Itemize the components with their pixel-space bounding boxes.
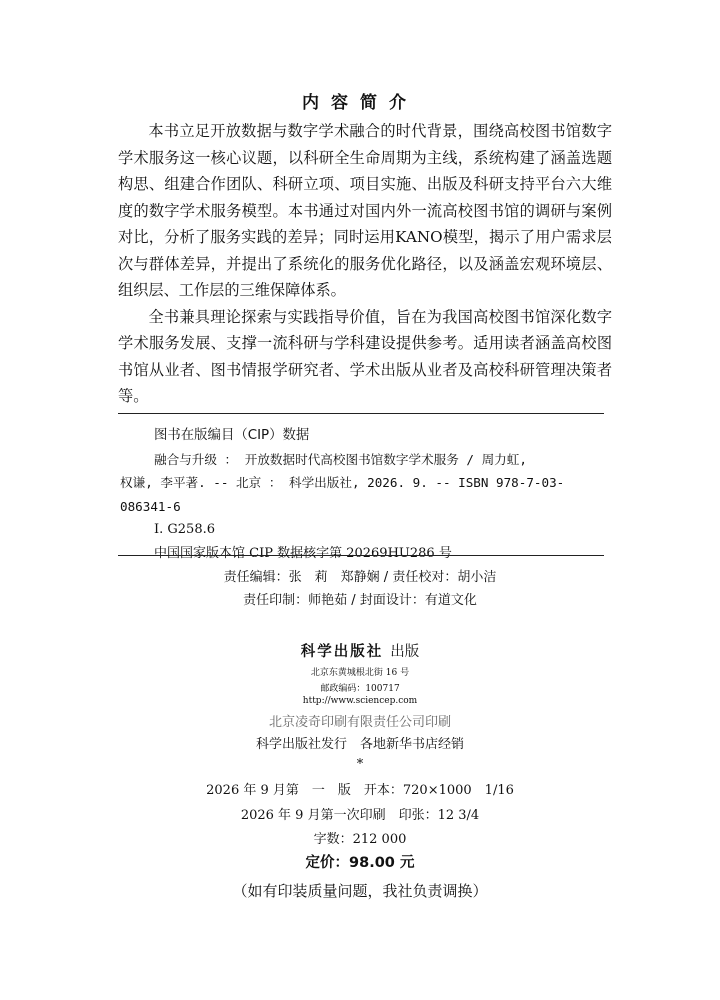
separator-star: *	[356, 757, 364, 772]
summary-title: 内容简介	[302, 93, 418, 113]
cip-entry-line-1: 融合与升级 ： 开放数据时代高校图书馆数字学术服务 / 周力虹,	[154, 451, 527, 467]
printer: 北京凌奇印刷有限责任公司印刷	[268, 715, 451, 730]
summary-paragraph-1: 本书立足开放数据与数字学术融合的时代背景，围绕高校图书馆数字学术服务这一核心议题，以科研全生命周期为主线，系统构建了涵盖选题构思、组建合作团队、科研立项、项目实施、出版及科研支持平台六大维度的数字学术服务模型。本书通过对国内外一流高校图书馆的调研与案例对比，分析了服务实践的差异；同时运用KANO模型，揭示了用户需求层次与群体差异，并提出了系统化的服务优化路径，以及涵盖宏观环境层、组织层、工作层的三维保障体系。	[118, 122, 612, 299]
cip-block	[120, 424, 604, 565]
publisher-suffix: 出版	[390, 644, 420, 660]
publisher-name: 科学出版社	[300, 643, 384, 660]
edition-line-2: 2026 年 9 月第一次印刷 印张：12 3/4	[240, 808, 480, 823]
summary-body	[118, 118, 612, 410]
cip-entry-line-3: 086341-6	[120, 498, 181, 514]
edition-line-1: 2026 年 9 月第 一 版 开本：720×1000 1/16	[206, 783, 514, 798]
cip-bottom-rule	[118, 555, 604, 556]
summary-paragraph-2: 全书兼具理论探索与实践指导价值，旨在为我国高校图书馆深化数字学术服务发展、支撑一流科研与学科建设提供参考。适用读者涵盖高校图书馆从业者、图书情报学研究者、学术出版从业者及高校科研管理决策者等。	[118, 307, 612, 405]
publisher-line	[0, 640, 720, 661]
cip-number: 中国国家版本馆 CIP 数据核字第 20269HU286 号	[154, 545, 452, 561]
credits-line-2: 责任印制：师艳茹 / 封面设计：有道文化	[243, 593, 477, 608]
price: 定价：98.00 元	[305, 855, 415, 871]
credits-line-1: 责任编辑：张 莉 郑静娴 / 责任校对：胡小洁	[223, 570, 497, 585]
distribution: 科学出版社发行 各地新华书店经销	[255, 737, 464, 752]
publisher-url: http://www.sciencep.com	[302, 696, 418, 706]
cip-top-rule	[118, 413, 604, 414]
cip-entry-line-2: 权谦, 李平著. -- 北京 ： 科学出版社, 2026. 9. -- ISBN 978-7-03-	[120, 475, 565, 490]
cip-heading: 图书在版编目（CIP）数据	[154, 428, 310, 443]
publisher-address: 北京东黄城根北街 16 号	[310, 668, 410, 678]
quality-notice: （如有印装质量问题，我社负责调换）	[232, 882, 488, 900]
cip-classification: Ⅰ. G258.6	[154, 522, 216, 537]
word-count: 字数：212 000	[313, 832, 407, 847]
publisher-postcode: 邮政编码：100717	[320, 684, 400, 694]
